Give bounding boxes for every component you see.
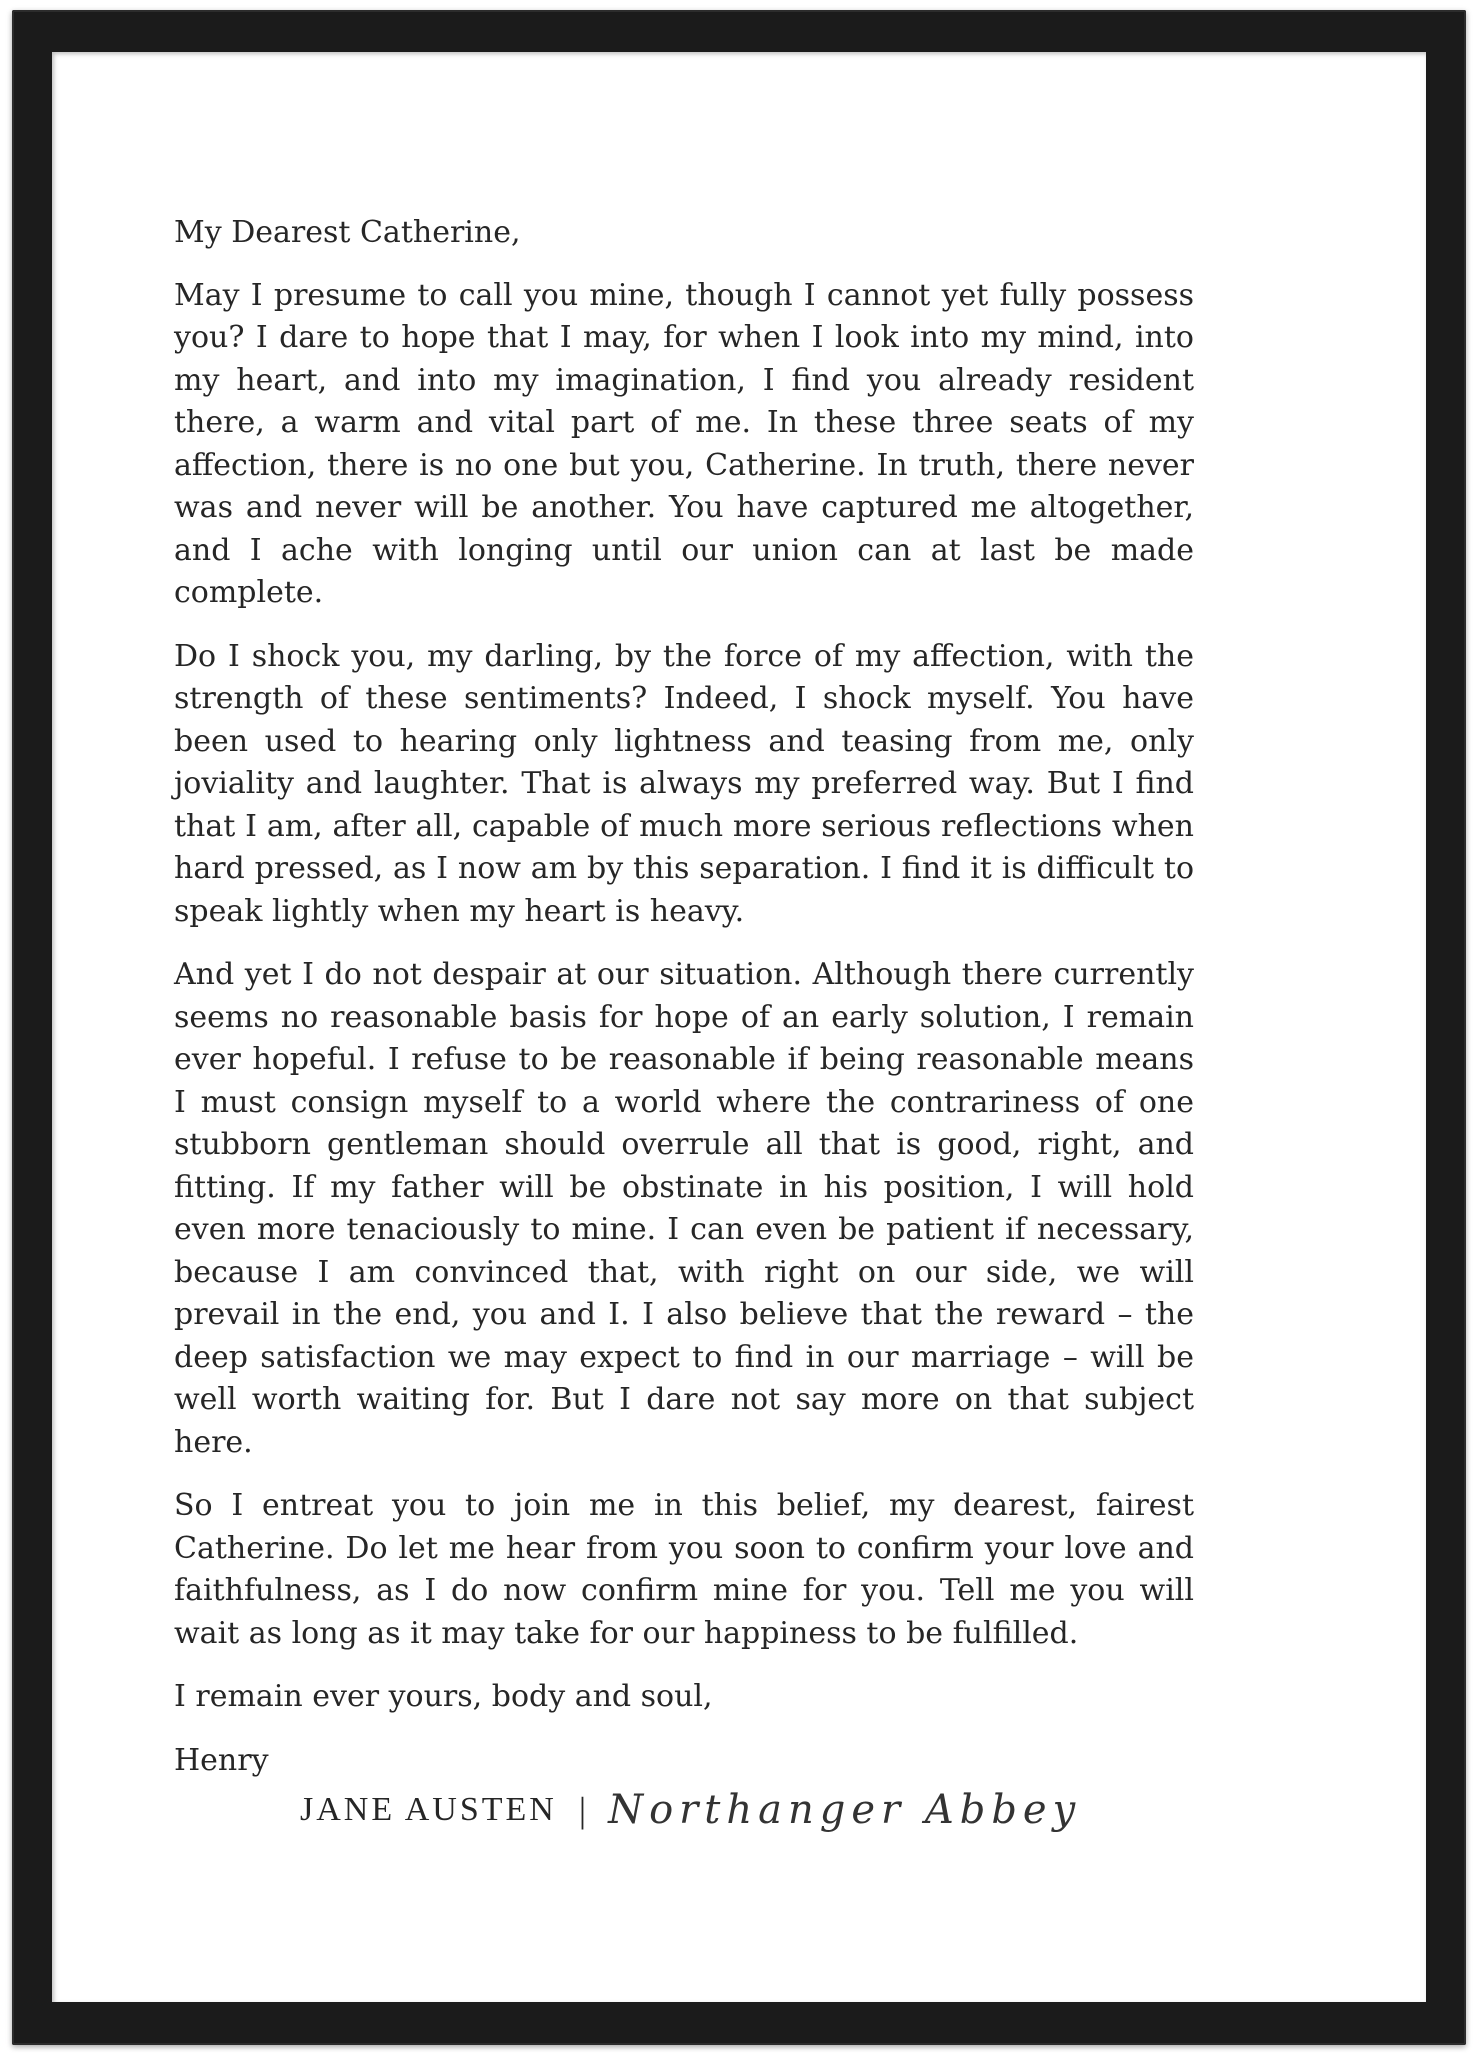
letter-signature: Henry <box>174 1742 269 1778</box>
footer-separator: | <box>578 1790 587 1830</box>
poster-footer <box>300 1780 1081 1840</box>
book-title-script: Northanger Abbey <box>608 1787 1082 1833</box>
author-name: JANE AUSTEN <box>300 1791 557 1828</box>
letter-closing: I remain ever yours, body and soul, <box>174 1679 713 1714</box>
letter-paragraph-1: May I presume to call you mine, though I cannot yet fully possess you? I dare to hope that I may, for when I look into my mind, into my heart, and into my imagination, I find you already resident there, a warm and vital part of me. In these three seats of my affection, there is no one but you, Catherine. In truth, there never was and never will be another. You have captured me altogether, and I ache with longing until our union can at last be made complete. <box>174 277 1194 610</box>
letter-body <box>174 212 1194 1803</box>
letter-paragraph-2: Do I shock you, my darling, by the force of my affection, with the strength of these sentiments? Indeed, I shock myself. You have been used to hearing only lightness and teasing from me, only joviality and laughter. That is always my preferred way. But I find that I am, after all, capable of much more serious reflections when hard pressed, as I now am by this separation. I find it is difficult to speak lightly when my heart is heavy. <box>174 638 1194 929</box>
letter-paragraph-3: And yet I do not despair at our situation. Although there currently seems no reasonable basis for hope of an early solution, I remain ever hopeful. I refuse to be reasonable if being reasonable means I must consign myself to a world where the contrariness of one stubborn gentleman should overrule all that is good, right, and fitting. If my father will be obstinate in his position, I will hold even more tenaciously to mine. I can even be patient if necessary, because I am convinced that, with right on our side, we will prevail in the end, you and I. I also believe that the reward – the deep satisfaction we may expect to find in our marriage – will be well worth waiting for. But I dare not say more on that subject here. <box>174 957 1194 1460</box>
letter-salutation: My Dearest Catherine, <box>174 215 521 250</box>
letter-paragraph-4: So I entreat you to join me in this belief, my dearest, fairest Catherine. Do let me hear from you soon to confirm your love and faithfulness, as I do now confirm mine for you. Tell me you will wait as long as it may take for our happiness to be fulfilled. <box>174 1488 1194 1651</box>
